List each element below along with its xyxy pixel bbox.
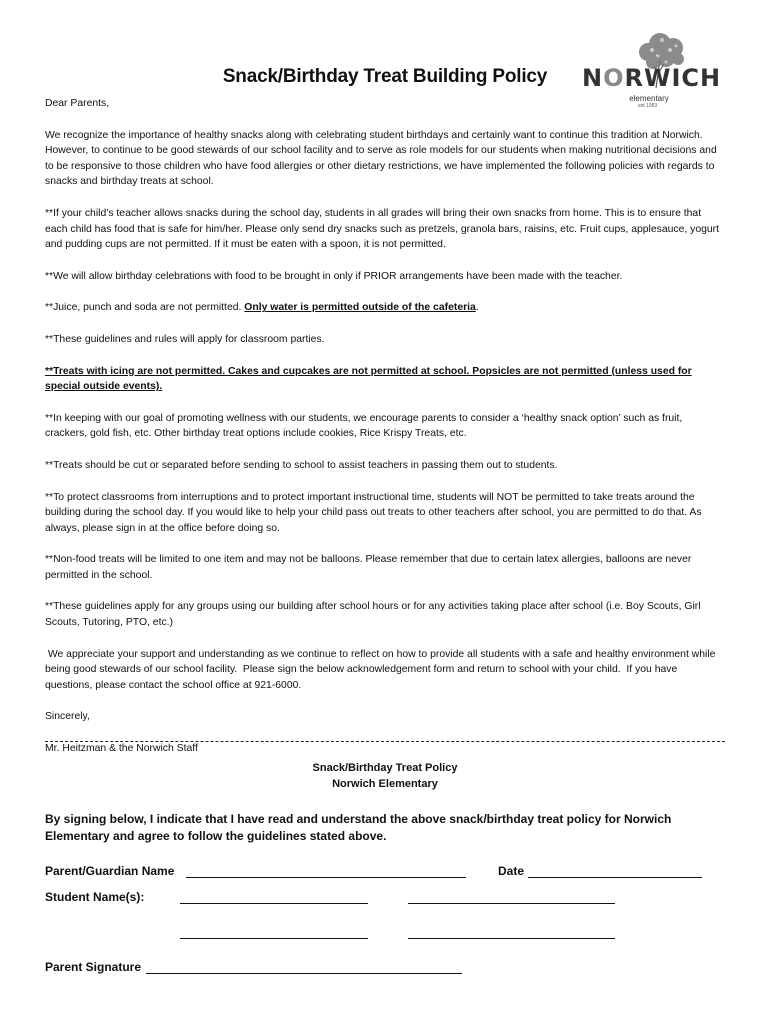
logo-letter: O xyxy=(603,64,625,92)
form-heading-school: Norwich Elementary xyxy=(332,778,438,790)
form-heading xyxy=(45,760,725,792)
policy-parties: **These guidelines and rules will apply for classroom parties. xyxy=(45,333,325,345)
date-label: Date xyxy=(498,864,525,878)
page-title: Snack/Birthday Treat Building Policy xyxy=(222,66,548,87)
policy-drinks-end: . xyxy=(475,302,479,314)
policy-cut-treats: **Treats should be cut or separated before sending to school to assist teachers in passing them out to students. xyxy=(45,459,558,471)
policy-snacks: **If your child’s teacher allows snacks during the school day, students in all grades will bring their own snacks from home. This is to ensure that each child has food that is safe for him/her. Please only send dry snacks such as pretzels, granola bars, raisins, etc. Fruit cups, applesauce, yogurt and pudding cups are not permitted. If it must be eaten with a spoon, it is not permitted. xyxy=(45,207,720,251)
logo-wordmark xyxy=(582,64,721,92)
acknowledgement-statement: By signing below, I indicate that I have read and understand the above snack/birthday treat policy for Norwich Elementary and agree to follow the guidelines stated above. xyxy=(45,812,672,843)
policy-drinks xyxy=(45,300,725,316)
closing: Sincerely, xyxy=(45,711,90,723)
policy-water-emphasis: Only water is permitted outside of the cafeteria xyxy=(244,302,476,314)
logo-established: est 1953 xyxy=(638,103,658,109)
signoff: Mr. Heitzman & the Norwich Staff xyxy=(45,743,198,755)
logo-letter: C xyxy=(681,64,701,92)
logo-letter: R xyxy=(624,64,644,92)
salutation: Dear Parents, xyxy=(45,98,110,109)
policy-icing: **Treats with icing are not permitted. Cakes and cupcakes are not permitted at school. Popsicles are not permitted (unless used for special outside events). xyxy=(45,365,692,393)
student-name-field-4[interactable] xyxy=(408,938,615,939)
policy-groups: **These guidelines apply for any groups using our building after school hours or for any activities taking place after school (i.e. Boy Scouts, Girl Scouts, Tutoring, PTO, etc.) xyxy=(45,601,701,629)
policy-non-food: **Non-food treats will be limited to one item and may not be balloons. Please remember that due to certain latex allergies, balloons are never permitted in the school. xyxy=(45,554,692,581)
form-heading-title: Snack/Birthday Treat Policy xyxy=(312,762,458,774)
logo-subtitle: elementary xyxy=(629,94,669,103)
letter-body xyxy=(45,96,725,773)
parent-name-field[interactable] xyxy=(186,877,466,878)
policy-birthday: **We will allow birthday celebrations with food to be brought in only if PRIOR arrangements have been made with the teacher. xyxy=(45,270,623,282)
logo-letter: I xyxy=(671,64,682,92)
student-name-field-2[interactable] xyxy=(408,903,615,904)
logo-letter: H xyxy=(700,64,722,92)
logo-letter: N xyxy=(582,64,604,92)
parent-name-label: Parent/Guardian Name xyxy=(45,864,175,878)
student-name-field-3[interactable] xyxy=(180,938,368,939)
policy-drinks-text: **Juice, punch and soda are not permitted. xyxy=(45,302,245,314)
cut-line-divider xyxy=(45,741,725,742)
intro-paragraph: We recognize the importance of healthy snacks along with celebrating student birthdays and certainly want to continue this tradition at Norwich. However, to continue to be good stewards of our school facility and to serve as role models for our students when making nutritional decisions and to be responsive to those children who have food allergies or other dietary restrictions, we have implemented the following policies with regards to snacks and birthday treats at school. xyxy=(45,129,717,188)
school-logo xyxy=(578,30,722,109)
appreciation-paragraph: We appreciate your support and understanding as we continue to reflect on how to provide all students with a safe and healthy environment while being good stewards of our school facility. Please sign the below acknowledgement form and return to school with your child. If you have questions, please contact the school office at 921-6000. xyxy=(45,648,719,691)
student-name-field-1[interactable] xyxy=(180,903,368,904)
parent-signature-field[interactable] xyxy=(146,973,462,974)
logo-letter: W xyxy=(643,64,672,92)
policy-wellness: **In keeping with our goal of promoting wellness with our students, we encourage parents to consider a ‘healthy snack option’ such as fruit, crackers, gold fish, etc. Other birthday treat options include cookies, Rice Krispy Treats, etc. xyxy=(45,412,683,440)
student-names-label: Student Name(s): xyxy=(45,890,145,904)
parent-signature-label: Parent Signature xyxy=(45,960,142,974)
policy-classrooms: **To protect classrooms from interruptions and to protect important instructional time, students will NOT be permitted to take treats around the building during the school day. If you would like to help your child pass out treats to other teachers after school, you are permitted to do that. As always, please sign in at the office before doing so. xyxy=(45,491,702,534)
date-field[interactable] xyxy=(528,877,702,878)
